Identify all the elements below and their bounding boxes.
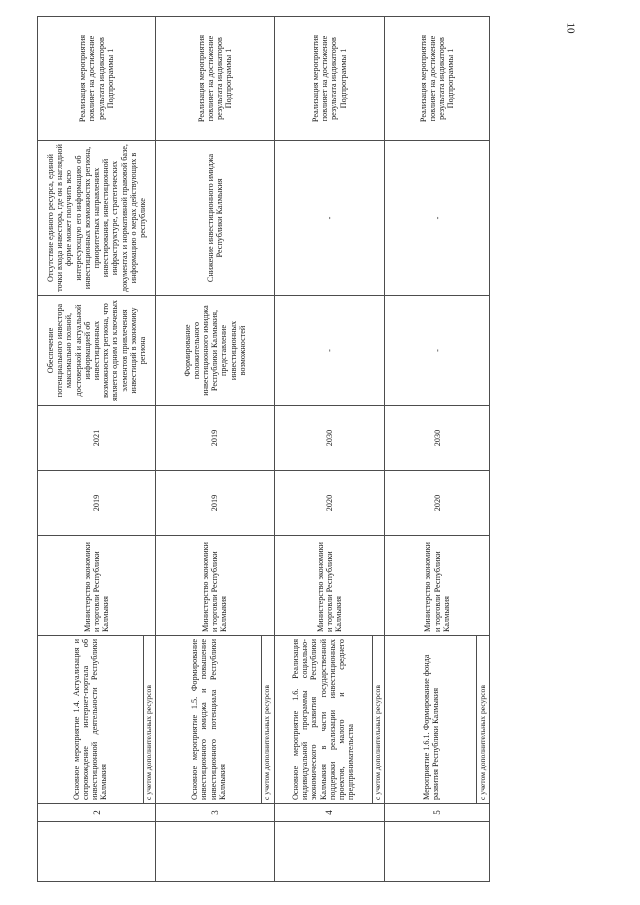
indicator-link: Реализация мероприятия повлияет на достижение результата индикаторов Подпрограммы 1 xyxy=(385,17,490,141)
rotated-table-wrapper xyxy=(37,17,490,882)
table-row xyxy=(274,17,372,882)
blank-cell xyxy=(274,822,385,882)
executor: Министерство экономики и торговли Республики Калмыкия xyxy=(156,536,274,636)
start-year: 2019 xyxy=(156,471,274,536)
measure-subnote: с учетом дополнительных ресурсов xyxy=(477,636,490,804)
measure-subnote: с учетом дополнительных ресурсов xyxy=(261,636,274,804)
blank-cell xyxy=(385,822,490,882)
table-row xyxy=(38,17,144,882)
row-number: 3 xyxy=(156,804,274,822)
consequence: Снижение инвестиционного имиджа Республики Калмыкия xyxy=(156,141,274,296)
end-year: 2019 xyxy=(156,406,274,471)
blank-cell xyxy=(156,822,274,882)
row-number: 2 xyxy=(38,804,156,822)
start-year: 2019 xyxy=(38,471,156,536)
expected-result: - xyxy=(385,296,490,406)
row-number: 5 xyxy=(385,804,490,822)
end-year: 2030 xyxy=(274,406,385,471)
executor: Министерство экономики и торговли Республики Калмыкия xyxy=(274,536,385,636)
expected-result: Обеспечение потенциального инвестора максимально полной, достоверной и актуальной информацией об инвестиционных возможностях региона, что является одним из ключевых элементов привлечения инвестиций в экономику региона xyxy=(38,296,156,406)
measure-name: Основное мероприятие 1.5. Формирование инвестиционного имиджа и повышение инвестиционного потенциала Республики Калмыкия xyxy=(156,636,262,804)
table-row xyxy=(385,17,477,882)
page-number: 10 xyxy=(564,22,577,34)
consequence: - xyxy=(274,141,385,296)
table-row xyxy=(156,17,262,882)
measure-name: Мероприятие 1.6.1. Формирование фонда развития Республики Калмыкия xyxy=(385,636,477,804)
start-year: 2020 xyxy=(385,471,490,536)
measure-subnote: с учетом дополнительных ресурсов xyxy=(372,636,385,804)
indicator-link: Реализация мероприятия повлияет на достижение результата индикаторов Подпрограммы 1 xyxy=(38,17,156,141)
expected-result: Формирование положительного инвестиционного имиджа Республики Калмыкия, представление инвестиционных возможностей xyxy=(156,296,274,406)
consequence: - xyxy=(385,141,490,296)
row-number: 4 xyxy=(274,804,385,822)
end-year: 2030 xyxy=(385,406,490,471)
measure-name: Основное мероприятие 1.4. Актуализация и сопровождение интернет-портала об инвестиционной деятельности Республики Калмыкия xyxy=(38,636,144,804)
blank-cell xyxy=(38,822,156,882)
executor: Министерство экономики и торговли Республики Калмыкия xyxy=(38,536,156,636)
measure-subnote: с учетом дополнительных ресурсов xyxy=(143,636,156,804)
start-year: 2020 xyxy=(274,471,385,536)
measure-name: Основное мероприятие 1.6. Реализация индивидуальной программы социально-экономического развития Республики Калмыкия в части государственной поддержки реализации инвестиционных проектов, малого и среднего предпринимательства xyxy=(274,636,372,804)
end-year: 2021 xyxy=(38,406,156,471)
indicator-link: Реализация мероприятия повлияет на достижение результата индикаторов Подпрограммы 1 xyxy=(156,17,274,141)
measures-table xyxy=(37,16,490,882)
executor: Министерство экономики и торговли Республики Калмыкия xyxy=(385,536,490,636)
expected-result: - xyxy=(274,296,385,406)
indicator-link: Реализация мероприятия повлияет на достижение результата индикаторов Подпрограммы 1 xyxy=(274,17,385,141)
consequence: Отсутствие единого ресурса, единой точки входа инвестора, где он в наглядной форме может получить всю интересующую его информацию об инвестиционных возможностях региона, приоритетных направлениях инвестирования, инвестиционной инфраструктуре, стратегических документах и нормативной правовой базе, информацию о мерах действующих в республике xyxy=(38,141,156,296)
